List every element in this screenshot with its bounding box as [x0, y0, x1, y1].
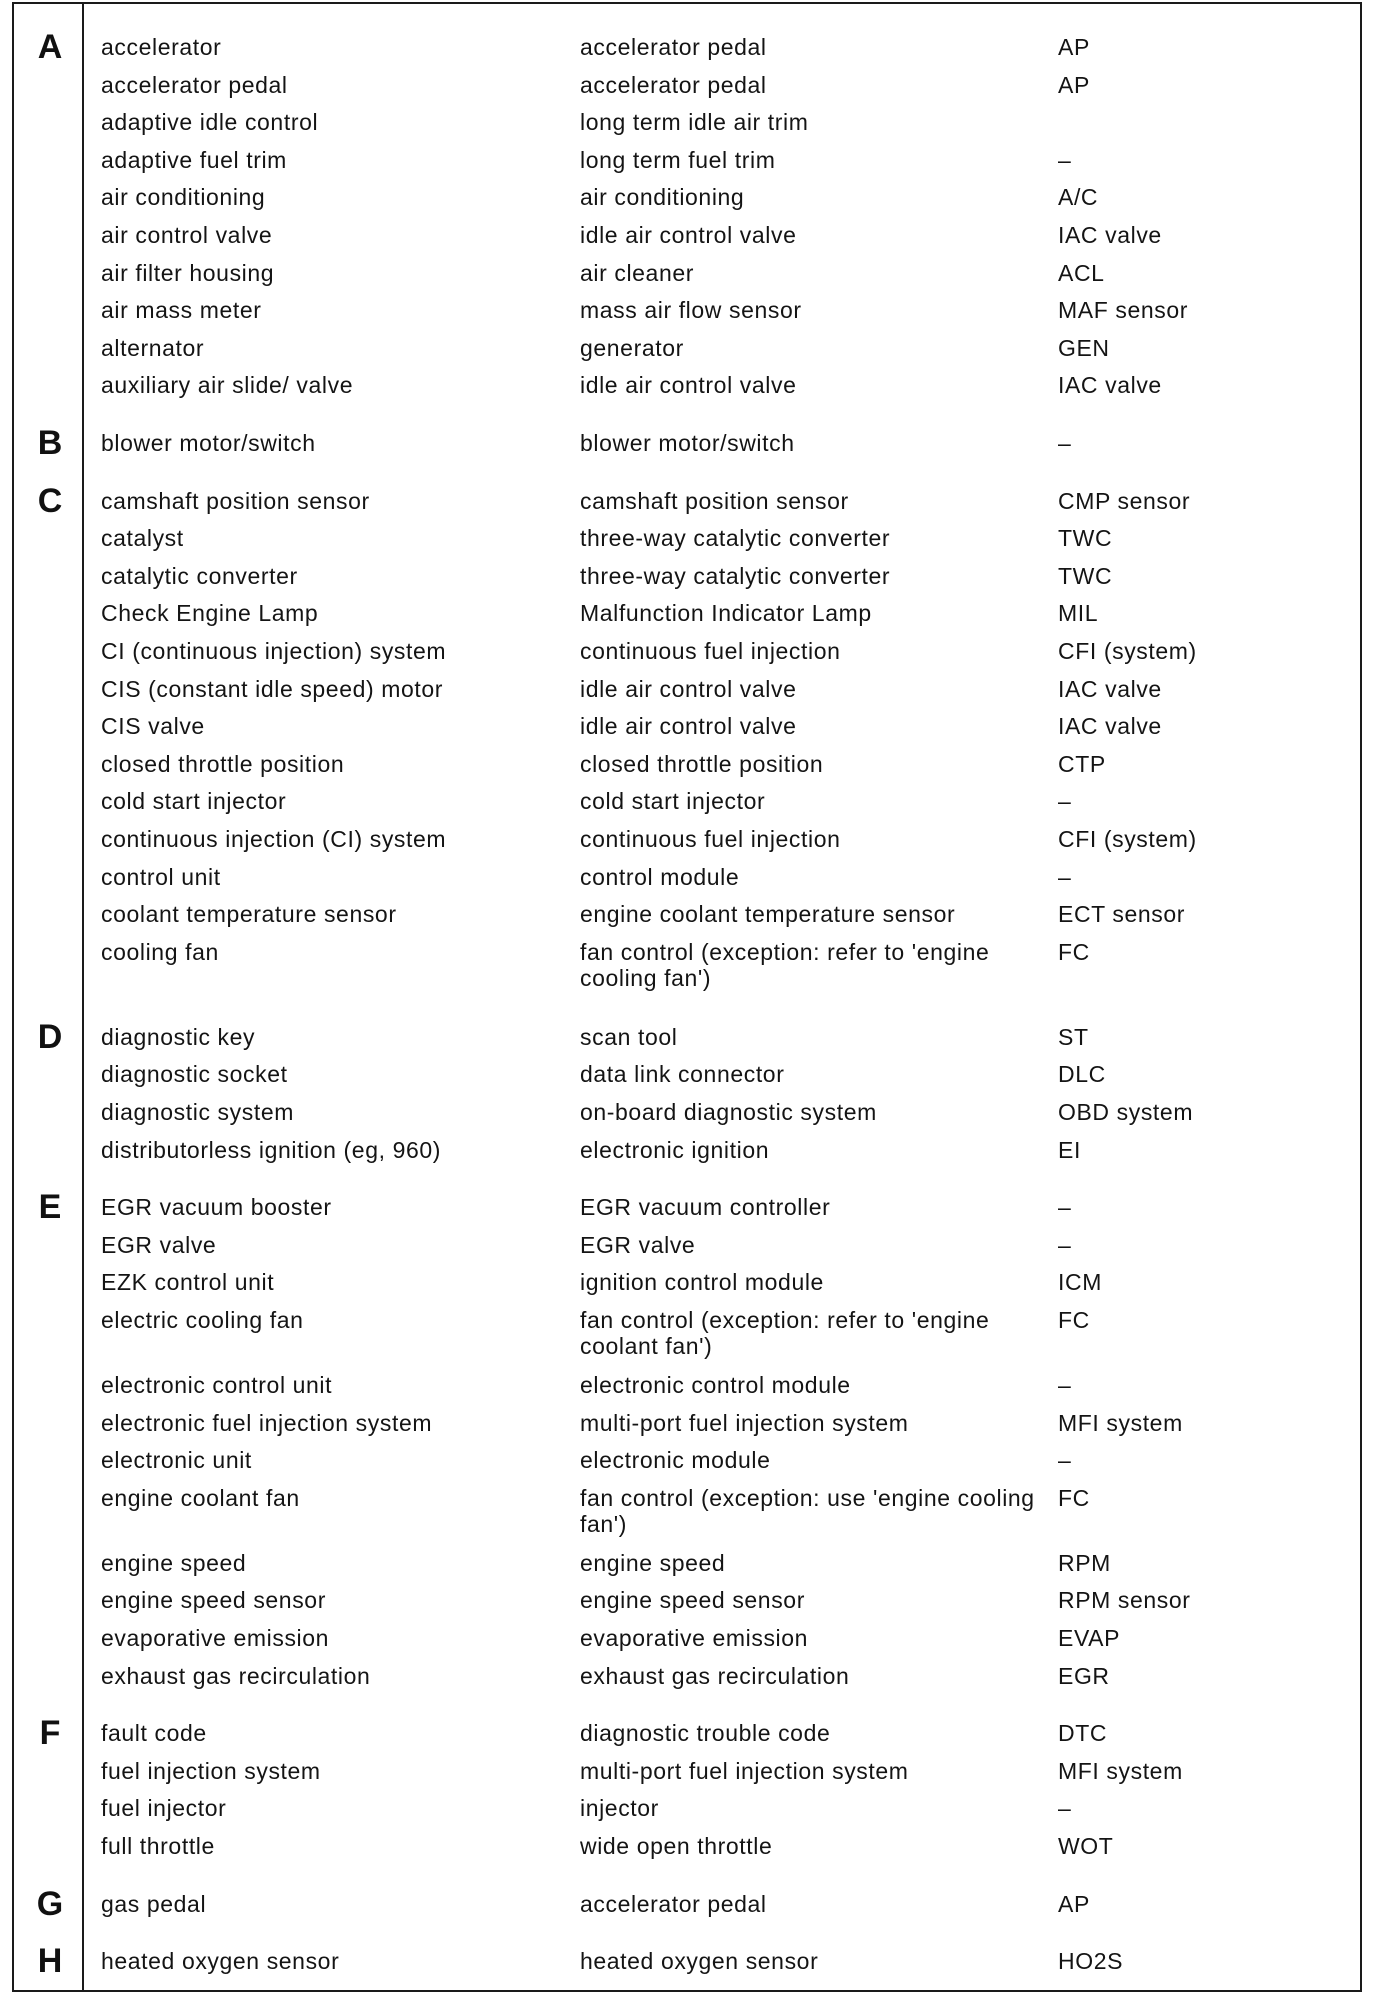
abbreviation: CTP	[1058, 750, 1106, 777]
abbreviation: IAC valve	[1058, 713, 1162, 740]
abbreviation: –	[1058, 788, 1072, 815]
term-standard: idle air control valve	[580, 222, 797, 248]
term-old: electronic control unit	[101, 1371, 333, 1398]
term-standard: continuous fuel injection	[580, 825, 841, 852]
term-old: fuel injection system	[101, 1757, 321, 1784]
term-old: control unit	[101, 863, 221, 890]
term-standard: mass air flow sensor	[580, 297, 802, 324]
abbreviation: –	[1058, 1795, 1072, 1822]
abbreviation: MFI system	[1058, 1409, 1183, 1436]
term-standard: blower motor/switch	[580, 430, 795, 456]
abbreviation: IAC valve	[1058, 222, 1162, 248]
term-old: electronic unit	[101, 1447, 252, 1474]
abbreviation: MFI system	[1058, 1757, 1183, 1784]
term-standard: three-way catalytic converter	[580, 562, 891, 589]
abbreviation: IAC valve	[1058, 675, 1162, 702]
section-letter: D	[37, 1017, 63, 1056]
abbreviation: TWC	[1058, 525, 1113, 552]
abbreviation: ACL	[1058, 259, 1105, 286]
term-standard: air conditioning	[580, 184, 745, 211]
term-old: exhaust gas recirculation	[101, 1662, 371, 1689]
term-old: cold start injector	[101, 788, 287, 815]
section-letter: G	[36, 1884, 64, 1923]
term-standard: electronic control module	[580, 1371, 851, 1398]
abbreviation: DTC	[1058, 1720, 1108, 1747]
term-old: CIS (constant idle speed) motor	[101, 675, 444, 702]
section-letter: F	[39, 1714, 61, 1753]
term-old: blower motor/switch	[101, 430, 316, 456]
term-standard: data link connector	[580, 1061, 785, 1088]
abbreviation: –	[1058, 146, 1072, 173]
abbreviation: IAC valve	[1058, 372, 1162, 399]
abbreviation: ICM	[1058, 1269, 1102, 1296]
section-letter: E	[38, 1188, 62, 1227]
term-old: gas pedal	[101, 1890, 207, 1917]
term-standard: idle air control valve	[580, 713, 797, 740]
section-letter: C	[37, 481, 63, 520]
term-standard: accelerator pedal	[580, 71, 767, 98]
abbreviation: FC	[1058, 1306, 1090, 1333]
term-standard: generator	[580, 334, 684, 361]
abbreviation: OBD system	[1058, 1098, 1194, 1125]
abbreviation: –	[1058, 1194, 1072, 1221]
term-standard: exhaust gas recirculation	[580, 1662, 850, 1689]
term-standard: heated oxygen sensor	[580, 1948, 819, 1975]
term-old: distributorless ignition (eg, 960)	[101, 1136, 442, 1163]
term-standard: control module	[580, 863, 740, 890]
abbreviation: CFI (system)	[1058, 825, 1197, 852]
term-old: closed throttle position	[101, 750, 345, 777]
term-standard: continuous fuel injection	[580, 637, 841, 664]
abbreviation: –	[1058, 863, 1072, 890]
abbreviation: CMP sensor	[1058, 487, 1191, 514]
abbreviation: RPM	[1058, 1549, 1111, 1576]
term-old: CI (continuous injection) system	[101, 637, 447, 664]
term-standard: engine speed	[580, 1549, 726, 1576]
term-standard: fan control (exception: refer to 'engine cooling fan')	[580, 938, 990, 991]
term-standard: injector	[580, 1795, 659, 1822]
abbreviation: ECT sensor	[1058, 901, 1186, 928]
term-old: accelerator pedal	[101, 71, 288, 98]
term-old: air mass meter	[101, 297, 262, 324]
abbreviation: MIL	[1058, 600, 1099, 627]
term-standard: engine coolant temperature sensor	[580, 901, 956, 928]
abbreviation: EVAP	[1058, 1624, 1121, 1651]
term-standard: scan tool	[580, 1023, 678, 1050]
letter-column-divider	[82, 2, 84, 1992]
abbreviation: –	[1058, 1447, 1072, 1474]
abbreviation: AP	[1058, 71, 1090, 98]
term-old: diagnostic key	[101, 1023, 256, 1050]
abbreviation: MAF sensor	[1058, 297, 1188, 324]
section-letter: H	[37, 1942, 63, 1981]
abbreviation: EGR	[1058, 1662, 1110, 1689]
abbreviation: AP	[1058, 1890, 1090, 1917]
term-standard: engine speed sensor	[580, 1587, 805, 1614]
term-old: EGR vacuum booster	[101, 1194, 332, 1221]
term-standard: long term idle air trim	[580, 109, 809, 136]
abbreviation: CFI (system)	[1058, 637, 1197, 664]
term-old: accelerator	[101, 34, 222, 60]
term-standard: ignition control module	[580, 1269, 824, 1296]
term-old: diagnostic socket	[101, 1061, 288, 1088]
term-old: evaporative emission	[101, 1624, 330, 1651]
term-old: Check Engine Lamp	[101, 600, 319, 627]
term-old: engine speed	[101, 1549, 247, 1576]
term-old: EZK control unit	[101, 1269, 275, 1296]
abbreviation: A/C	[1058, 184, 1099, 211]
term-old: air control valve	[101, 222, 273, 248]
term-standard: EGR valve	[580, 1231, 696, 1258]
abbreviation: AP	[1058, 34, 1090, 60]
term-standard: evaporative emission	[580, 1624, 809, 1651]
term-standard: multi-port fuel injection system	[580, 1409, 909, 1436]
term-old: full throttle	[101, 1832, 215, 1859]
abbreviation: ST	[1058, 1023, 1089, 1050]
section-letter: A	[37, 28, 63, 66]
abbreviation: –	[1058, 430, 1072, 456]
term-standard: cold start injector	[580, 788, 766, 815]
abbreviation: DLC	[1058, 1061, 1106, 1088]
abbreviation: FC	[1058, 1484, 1090, 1511]
abbreviation: EI	[1058, 1136, 1081, 1163]
term-standard: closed throttle position	[580, 750, 824, 777]
term-standard: idle air control valve	[580, 675, 797, 702]
term-old: auxiliary air slide/ valve	[101, 372, 354, 399]
term-old: diagnostic system	[101, 1098, 294, 1125]
abbreviation: RPM sensor	[1058, 1587, 1191, 1614]
term-standard: Malfunction Indicator Lamp	[580, 600, 872, 627]
term-old: electric cooling fan	[101, 1306, 304, 1333]
term-standard: electronic module	[580, 1447, 771, 1474]
term-old: electronic fuel injection system	[101, 1409, 433, 1436]
term-old: adaptive idle control	[101, 109, 319, 136]
term-standard: diagnostic trouble code	[580, 1720, 831, 1747]
term-old: EGR valve	[101, 1231, 217, 1258]
term-old: camshaft position sensor	[101, 487, 370, 514]
abbreviation: TWC	[1058, 562, 1113, 589]
term-old: air filter housing	[101, 259, 275, 286]
term-old: alternator	[101, 334, 205, 361]
term-old: CIS valve	[101, 713, 205, 740]
term-standard: on-board diagnostic system	[580, 1098, 877, 1125]
term-standard: multi-port fuel injection system	[580, 1757, 909, 1784]
term-old: heated oxygen sensor	[101, 1948, 340, 1975]
term-old: catalytic converter	[101, 562, 298, 589]
term-old: fault code	[101, 1720, 207, 1747]
term-old: cooling fan	[101, 938, 219, 965]
term-standard: accelerator pedal	[580, 1890, 767, 1917]
term-standard: wide open throttle	[580, 1832, 773, 1859]
term-old: adaptive fuel trim	[101, 146, 287, 173]
term-standard: fan control (exception: use 'engine cooling fan')	[580, 1484, 1035, 1537]
term-old: air conditioning	[101, 184, 266, 211]
term-old: catalyst	[101, 525, 184, 552]
abbreviation: GEN	[1058, 334, 1110, 361]
term-old: engine coolant fan	[101, 1484, 300, 1511]
term-old: coolant temperature sensor	[101, 901, 397, 928]
section-letter: B	[37, 424, 63, 462]
term-standard: EGR vacuum controller	[580, 1194, 831, 1221]
abbreviation: –	[1058, 1371, 1072, 1398]
term-standard: fan control (exception: refer to 'engine coolant fan')	[580, 1306, 990, 1359]
term-standard: air cleaner	[580, 259, 694, 286]
term-standard: camshaft position sensor	[580, 487, 849, 514]
term-standard: idle air control valve	[580, 372, 797, 399]
term-standard: three-way catalytic converter	[580, 525, 891, 552]
term-old: continuous injection (CI) system	[101, 825, 447, 852]
abbreviation: WOT	[1058, 1832, 1114, 1859]
abbreviation: FC	[1058, 938, 1090, 965]
term-old: engine speed sensor	[101, 1587, 326, 1614]
term-standard: long term fuel trim	[580, 146, 776, 173]
abbreviation: HO2S	[1058, 1948, 1124, 1975]
abbreviation: –	[1058, 1231, 1072, 1258]
term-standard: electronic ignition	[580, 1136, 770, 1163]
term-standard: accelerator pedal	[580, 34, 767, 60]
term-old: fuel injector	[101, 1795, 227, 1822]
